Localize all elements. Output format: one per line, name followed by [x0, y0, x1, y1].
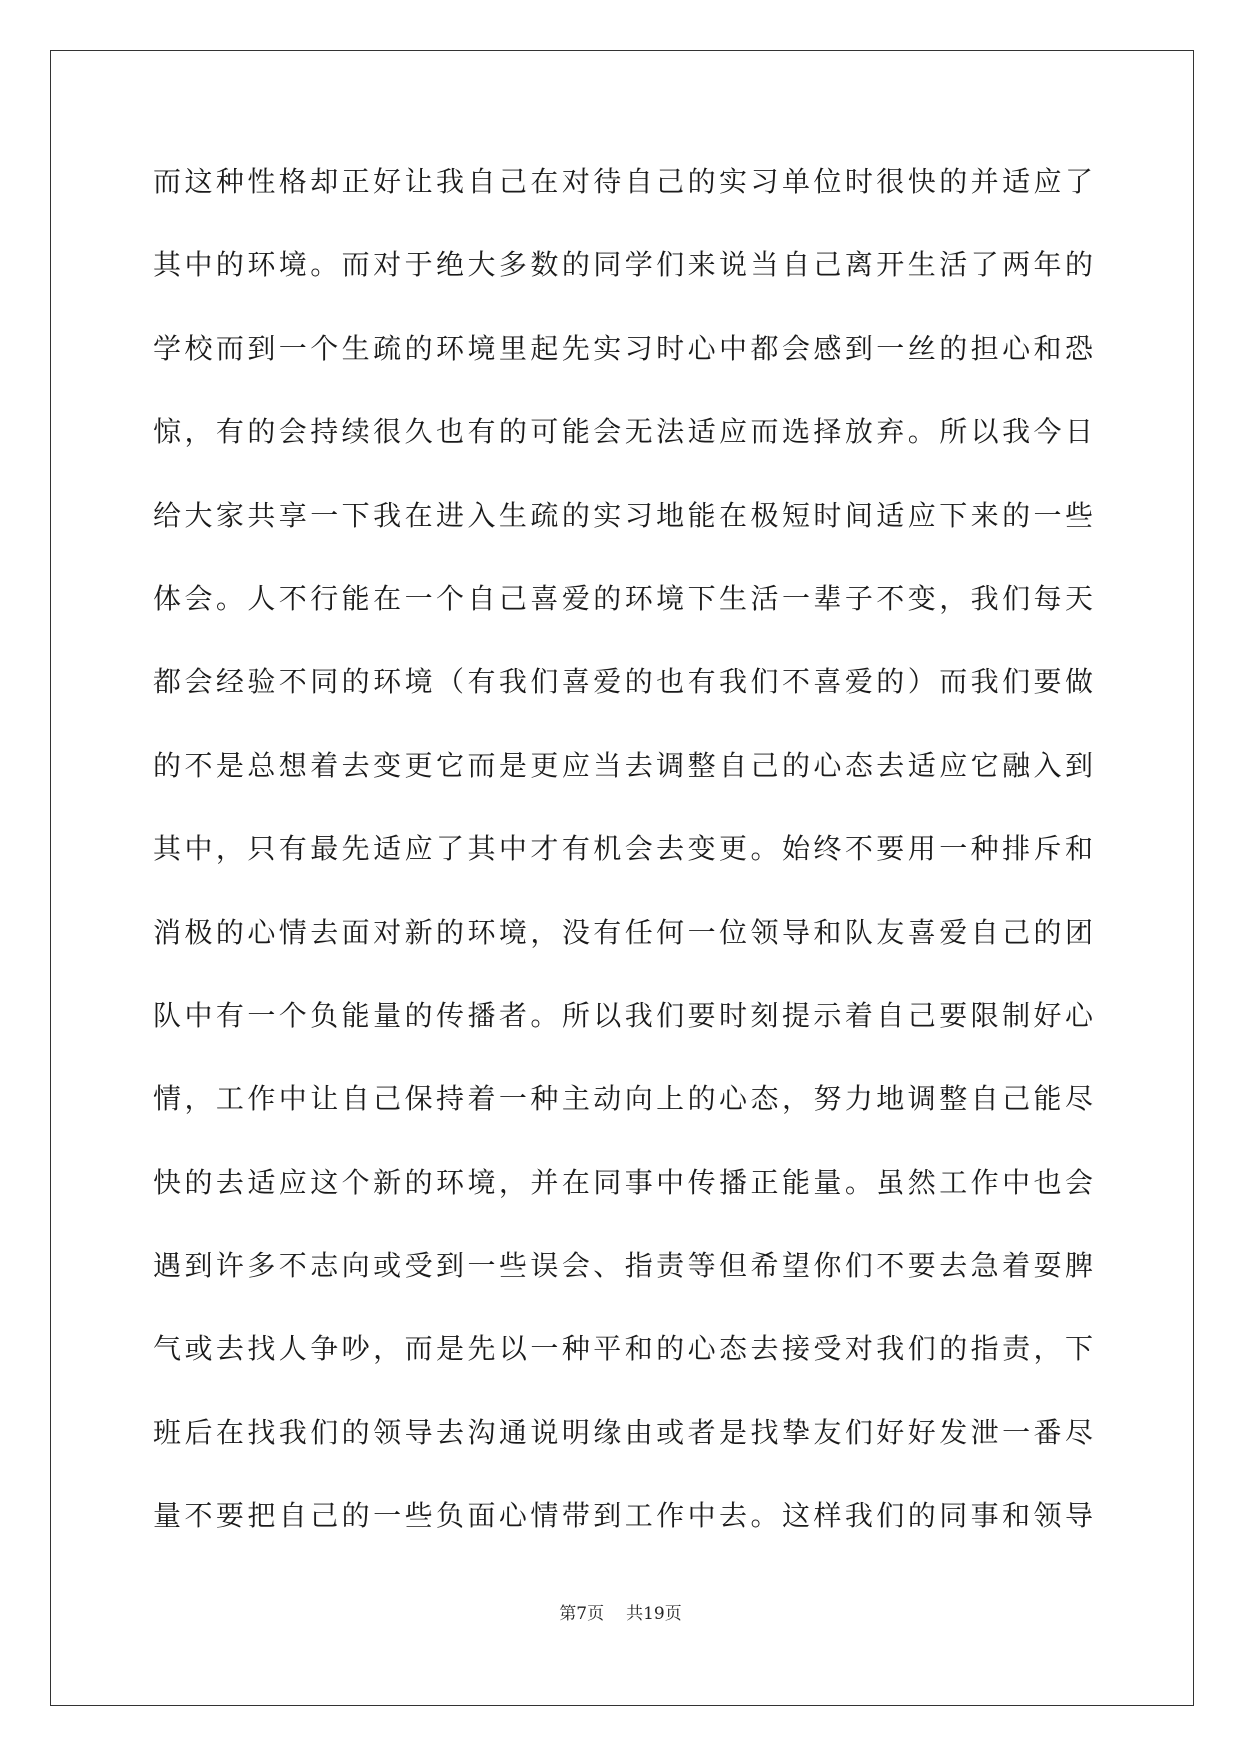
total-page-count: 共19页: [626, 1604, 682, 1624]
text-line: 其中的环境。而对于绝大多数的同学们来说当自己离开生活了两年的: [153, 248, 1093, 282]
text-line: 给大家共享一下我在进入生疏的实习地能在极短时间适应下来的一些: [153, 498, 1093, 532]
text-line: 班后在找我们的领导去沟通说明缘由或者是找挚友们好好发泄一番尽: [153, 1415, 1093, 1449]
text-line: 队中有一个负能量的传播者。所以我们要时刻提示着自己要限制好心: [153, 998, 1093, 1032]
text-line: 的不是总想着去变更它而是更应当去调整自己的心态去适应它融入到: [153, 748, 1093, 782]
document-body: [153, 152, 1093, 1570]
text-line: 消极的心情去面对新的环境，没有任何一位领导和队友喜爱自己的团: [153, 915, 1093, 949]
text-line: 而这种性格却正好让我自己在对待自己的实习单位时很快的并适应了: [153, 165, 1093, 198]
text-line: 遇到许多不志向或受到一些误会、指责等但希望你们不要去急着耍脾: [153, 1249, 1093, 1283]
text-line: 体会。人不行能在一个自己喜爱的环境下生活一辈子不变，我们每天: [153, 581, 1093, 615]
text-line: 惊，有的会持续很久也有的可能会无法适应而选择放弃。所以我今日: [153, 415, 1093, 449]
page-footer: [0, 1599, 1241, 1624]
text-line: 快的去适应这个新的环境，并在同事中传播正能量。虽然工作中也会: [153, 1165, 1093, 1199]
current-page-number: 第7页: [559, 1604, 605, 1624]
text-line: 气或去找人争吵，而是先以一种平和的心态去接受对我们的指责，下: [153, 1332, 1093, 1366]
text-line: 其中，只有最先适应了其中才有机会去变更。始终不要用一种排斥和: [153, 832, 1093, 866]
text-line: 学校而到一个生疏的环境里起先实习时心中都会感到一丝的担心和恐: [153, 331, 1093, 365]
text-line: 都会经验不同的环境（有我们喜爱的也有我们不喜爱的）而我们要做: [153, 665, 1093, 699]
text-line: 量不要把自己的一些负面心情带到工作中去。这样我们的同事和领导: [153, 1499, 1093, 1533]
text-line: 情，工作中让自己保持着一种主动向上的心态，努力地调整自己能尽: [153, 1082, 1093, 1116]
